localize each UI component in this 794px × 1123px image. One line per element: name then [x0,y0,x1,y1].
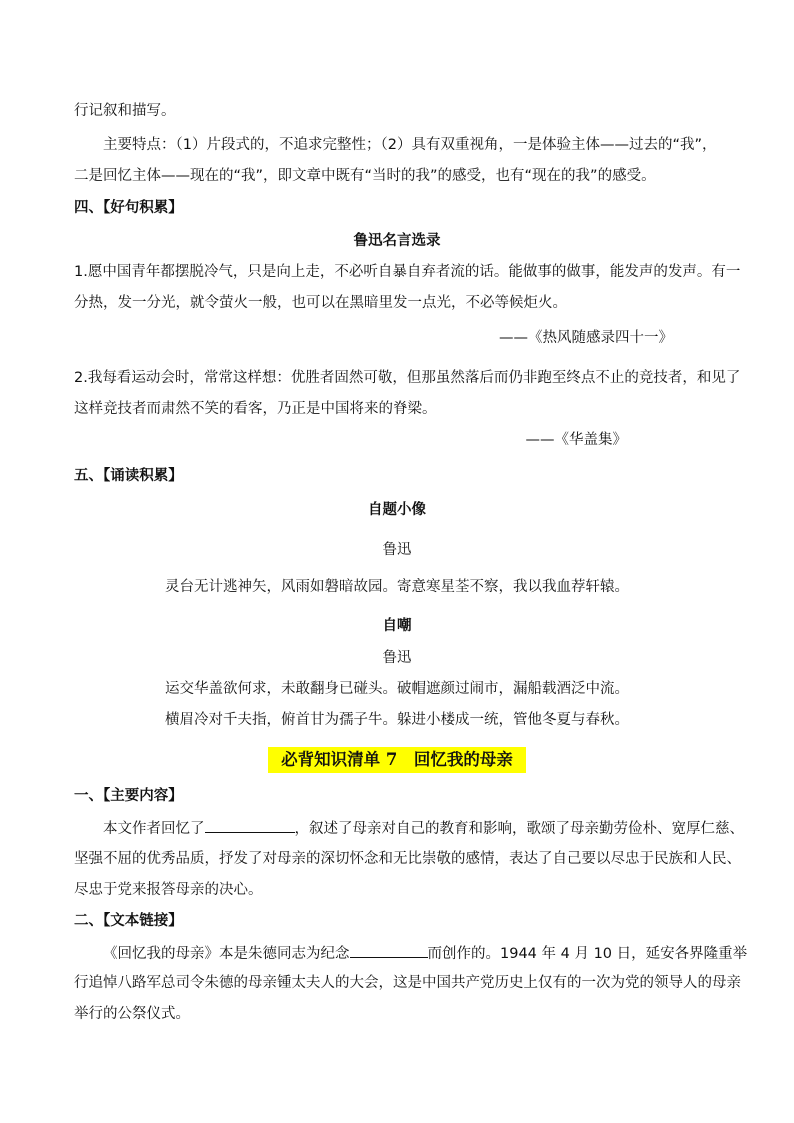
quotes-subtitle: 鲁迅名言选录 [353,233,441,249]
poem-2-author: 鲁迅 [382,650,412,666]
text-link-line-2: 行追悼八路军总司令朱德的母亲锺太夫人的大会，这是中国共产党历史上仅有的一次为党的领导人的母亲 [74,975,741,991]
main-content-text: ，叙述了母亲对自己的教育和影响，歌颂了母亲勤劳俭朴、宽厚仁慈、 [294,821,744,837]
poem-1-line-1: 灵台无计逃神矢，风雨如磐暗故园。寄意寒星荃不察，我以我血荐轩辕。 [165,579,629,595]
quote-2-source: ——《华盖集》 [525,432,627,448]
main-content-line-3: 尽忠于党来报答母亲的决心。 [74,882,263,898]
section-heading-main-content: 一、【主要内容】 [74,788,183,804]
quote-1-line-1: 1.愿中国青年都摆脱冷气，只是向上走，不必听自暴自弃者流的话。能做事的做事，能发声的发声。有一 [74,264,741,280]
text-link-text: 《回忆我的母亲》本是朱德同志为纪念 [103,946,350,962]
main-content-text: 本文作者回忆了 [103,821,205,837]
quote-1-source: ——《热风随感录四十一》 [499,330,673,346]
poem-2-line-2: 横眉冷对千夫指，俯首甘为孺子牛。躲进小楼成一统，管他冬夏与春秋。 [165,712,629,728]
knowledge-list-banner: 必背知识清单 7 回忆我的母亲 [268,747,526,773]
text-link-line-1 [103,942,747,964]
quote-2-line-2: 这样竞技者而肃然不笑的看客，乃正是中国将来的脊梁。 [74,401,437,417]
section-heading-text-link: 二、【文本链接】 [74,913,183,929]
quote-1-line-2: 分热，发一分光，就令萤火一般，也可以在黑暗里发一点光，不必等候炬火。 [74,295,567,311]
poem-2-title: 自嘲 [382,618,412,634]
text-link-line-3: 举行的公祭仪式。 [74,1006,190,1022]
text-link-text: 而创作的。1944 年 4 月 10 日，延安各界隆重举 [427,946,748,962]
fill-blank[interactable] [350,942,428,958]
poem-2-line-1: 运交华盖欲何求，未敢翻身已碰头。破帽遮颜过闹市，漏船载酒泛中流。 [165,681,629,697]
section-heading-good-sentences: 四、【好句积累】 [74,200,183,216]
features-line-2: 二是回忆主体——现在的“我”，即文章中既有“当时的我”的感受，也有“现在的我”的感受。 [74,168,656,184]
main-content-line-1 [103,817,744,839]
fill-blank[interactable] [205,817,295,833]
poem-1-title: 自题小像 [368,502,426,518]
section-heading-recitation: 五、【诵读积累】 [74,468,183,484]
quote-2-line-1: 2.我每看运动会时，常常这样想：优胜者固然可敬，但那虽然落后而仍非跑至终点不止的竞技者，和见了 [74,370,741,386]
features-line-1: 主要特点：（1）片段式的，不追求完整性；（2）具有双重视角，一是体验主体——过去的“我”， [103,137,717,153]
text-line: 行记叙和描写。 [74,103,176,119]
poem-1-author: 鲁迅 [382,542,412,558]
main-content-line-2: 坚强不屈的优秀品质，抒发了对母亲的深切怀念和无比崇敬的感情，表达了自己要以尽忠于民族和人民、 [74,851,741,867]
